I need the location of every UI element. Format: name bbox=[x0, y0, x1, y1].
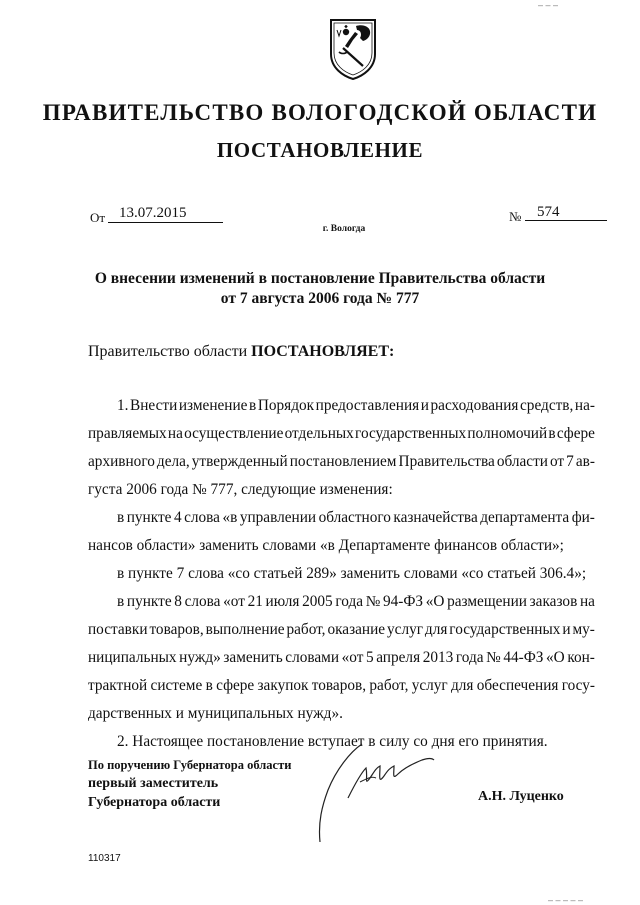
word: выполнение bbox=[205, 621, 285, 638]
word: предоставления bbox=[315, 397, 420, 414]
subject-line-2: от 7 августа 2006 года № 777 bbox=[220, 290, 420, 307]
word: слова bbox=[184, 593, 221, 610]
word: сфере bbox=[556, 425, 595, 442]
government-name: ПРАВИТЕЛЬСТВО ВОЛОГОДСКОЙ ОБЛАСТИ bbox=[42, 100, 598, 125]
word: 8 bbox=[174, 593, 182, 610]
word: Правительства bbox=[398, 453, 495, 470]
coat-of-arms-icon bbox=[329, 18, 377, 80]
subject-line-1: О внесении изменений в постановление Правительства области bbox=[94, 270, 546, 287]
word: фи- bbox=[571, 509, 595, 526]
word: 5 bbox=[365, 649, 374, 666]
word: товаров, bbox=[311, 677, 367, 694]
word: товаров, bbox=[149, 621, 204, 638]
word: и bbox=[562, 621, 571, 638]
word: № bbox=[365, 593, 381, 610]
word: сфере bbox=[216, 677, 255, 694]
word: обеспечения bbox=[476, 677, 559, 694]
word: государственных bbox=[355, 425, 467, 442]
word: июля bbox=[265, 593, 300, 610]
word: 2013 bbox=[422, 649, 454, 666]
word: 7 bbox=[566, 453, 574, 470]
word: года bbox=[455, 649, 484, 666]
word: «от bbox=[223, 593, 245, 610]
word: в bbox=[548, 425, 556, 442]
justified-line bbox=[88, 672, 595, 700]
word: 1. bbox=[117, 397, 129, 414]
word: полномочий bbox=[467, 425, 548, 442]
word: госу- bbox=[561, 677, 595, 694]
justified-line bbox=[88, 588, 595, 616]
word: архивного bbox=[88, 453, 155, 470]
word: оказание bbox=[327, 621, 386, 638]
word: дела, bbox=[156, 453, 190, 470]
handwritten-signature-icon bbox=[300, 738, 450, 848]
word: ав- bbox=[575, 453, 595, 470]
word: в bbox=[205, 677, 213, 694]
word: услуг bbox=[411, 677, 448, 694]
word: размещении bbox=[447, 593, 527, 610]
word: государственных bbox=[449, 621, 561, 638]
word: Порядок bbox=[257, 397, 315, 414]
date-value: 13.07.2015 bbox=[119, 205, 187, 221]
document-subject bbox=[70, 269, 570, 309]
word: казначейства bbox=[393, 509, 478, 526]
signer-name: А.Н. Луценко bbox=[478, 789, 564, 804]
word: 21 bbox=[247, 593, 263, 610]
word: «О bbox=[546, 649, 565, 666]
word: в bbox=[117, 593, 125, 610]
number-label: № bbox=[509, 209, 522, 224]
paragraph-line: в пункте 7 слова «со статьей 289» заменить словами «со статьей 306.4»; bbox=[117, 565, 587, 582]
word: «от bbox=[341, 649, 364, 666]
word: поставки bbox=[88, 621, 148, 638]
word: апреля bbox=[376, 649, 421, 666]
word: № bbox=[486, 649, 501, 666]
word: на- bbox=[574, 397, 595, 414]
word: 94-ФЗ bbox=[382, 593, 424, 610]
justified-line bbox=[88, 504, 595, 532]
justified-line bbox=[88, 644, 595, 672]
signature-line-1: По поручению Губернатора области bbox=[88, 758, 292, 772]
word: департамента bbox=[480, 509, 570, 526]
word: «в bbox=[222, 509, 238, 526]
word: 2005 bbox=[302, 593, 333, 610]
word: утвержденный bbox=[191, 453, 288, 470]
word: изменение bbox=[178, 397, 248, 414]
word: области bbox=[496, 453, 548, 470]
word: в bbox=[117, 509, 125, 526]
word: нужд» bbox=[179, 649, 221, 666]
word: в bbox=[249, 397, 257, 414]
signature-block bbox=[88, 756, 291, 812]
word: областного bbox=[318, 509, 391, 526]
paragraph-last-line: дарственных и муниципальных нужд». bbox=[88, 705, 343, 722]
word: работ, bbox=[369, 677, 409, 694]
word: расходования bbox=[430, 397, 519, 414]
preamble bbox=[88, 343, 394, 361]
word: средств, bbox=[520, 397, 574, 414]
justified-line bbox=[88, 420, 595, 448]
word: управлении bbox=[239, 509, 317, 526]
word: «О bbox=[425, 593, 445, 610]
date-underline bbox=[108, 222, 223, 223]
word: трактной bbox=[88, 677, 148, 694]
word: 4 bbox=[173, 509, 182, 526]
word: словами bbox=[285, 649, 340, 666]
number-underline bbox=[525, 220, 607, 221]
word: закупок bbox=[257, 677, 309, 694]
word: заменить bbox=[223, 649, 283, 666]
justified-line bbox=[88, 616, 595, 644]
document-code: 110317 bbox=[88, 853, 121, 864]
word: отдельных bbox=[284, 425, 354, 442]
justified-line bbox=[88, 392, 595, 420]
word: пункте bbox=[126, 593, 172, 610]
paragraph-line: 2. Настоящее постановление вступает в силу со дня его принятия. bbox=[117, 733, 548, 750]
word: слова bbox=[184, 509, 220, 526]
word: кон- bbox=[567, 649, 595, 666]
signature-line-3: Губернатора области bbox=[88, 795, 221, 810]
word: Внести bbox=[130, 397, 178, 414]
document-type: ПОСТАНОВЛЕНИЕ bbox=[216, 138, 424, 162]
number-value: 574 bbox=[537, 204, 560, 220]
word: постановлением bbox=[289, 453, 397, 470]
word: системе bbox=[150, 677, 203, 694]
word: заказов bbox=[529, 593, 578, 610]
word: на bbox=[167, 425, 183, 442]
word: работ, bbox=[286, 621, 326, 638]
justified-line bbox=[88, 448, 595, 476]
signature-line-2: первый заместитель bbox=[88, 776, 219, 791]
word: 44-ФЗ bbox=[503, 649, 544, 666]
word: пункте bbox=[126, 509, 172, 526]
document-body bbox=[88, 392, 595, 756]
word: на bbox=[579, 593, 595, 610]
top-corner-mark: – – – bbox=[538, 0, 559, 10]
word: ниципальных bbox=[88, 649, 177, 666]
word: услуг bbox=[387, 621, 423, 638]
word: года bbox=[335, 593, 364, 610]
city: г. Вологда bbox=[322, 224, 366, 234]
word: правляемых bbox=[88, 425, 167, 442]
preamble-text: Правительство области bbox=[88, 343, 248, 360]
word: для bbox=[424, 621, 448, 638]
word: му- bbox=[572, 621, 595, 638]
word: от bbox=[549, 453, 565, 470]
date-label: От bbox=[90, 210, 106, 225]
bottom-corner-mark: – – – – – bbox=[548, 895, 584, 905]
paragraph-last-line: густа 2006 года № 777, следующие изменения: bbox=[88, 481, 393, 498]
word: для bbox=[451, 677, 474, 694]
paragraph-last-line: нансов области» заменить словами «в Департаменте финансов области»; bbox=[88, 537, 564, 554]
preamble-verb: ПОСТАНОВЛЯЕТ: bbox=[251, 343, 395, 360]
word: и bbox=[420, 397, 429, 414]
word: осуществление bbox=[184, 425, 284, 442]
